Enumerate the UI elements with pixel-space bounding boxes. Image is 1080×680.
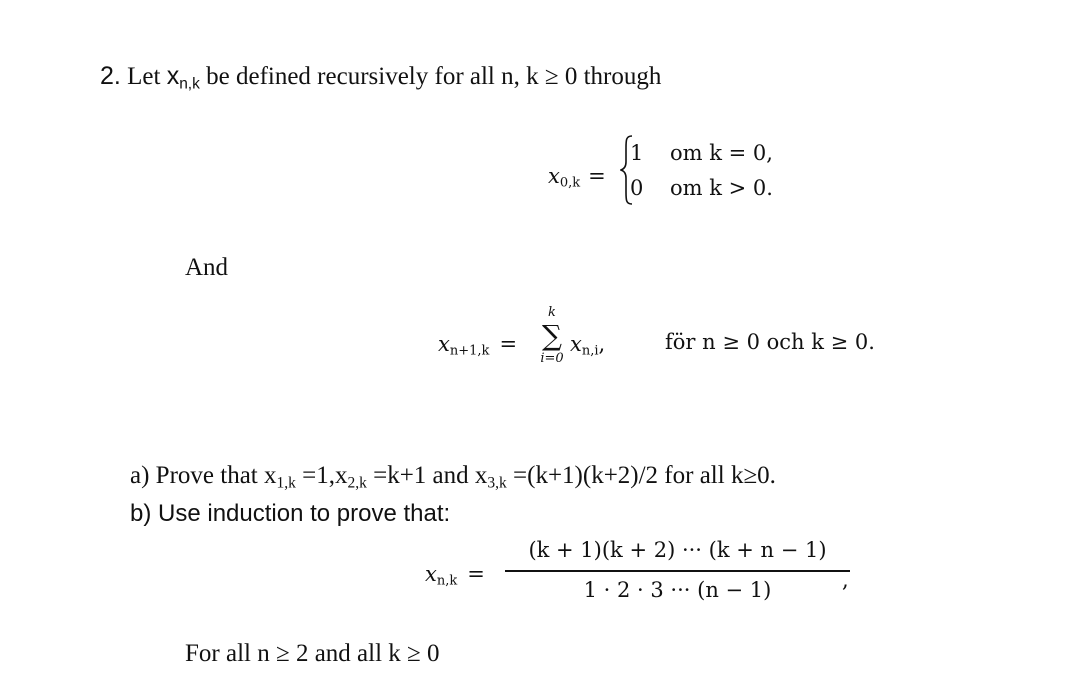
formula-subscript: n,k — [436, 573, 458, 589]
footer-condition: For all n ≥ 2 and all k ≥ 0 — [185, 640, 440, 667]
problem-intro-after: be defined recursively for all n, k ≥ 0 through — [206, 63, 662, 90]
recurrence-term-subscript: n,i — [581, 343, 599, 359]
fraction-denominator: 1 · 2 · 3 ··· (n − 1) — [583, 578, 772, 602]
recurrence-term — [570, 332, 605, 359]
case-1-condition: om k = 0, — [670, 141, 773, 165]
problem-variable — [166, 62, 200, 93]
formula-trailing-comma: , — [842, 568, 849, 592]
formula-var: x — [425, 562, 437, 586]
recurrence-var: x — [438, 332, 450, 356]
base-case-var: x — [548, 164, 560, 188]
summation — [535, 306, 569, 366]
part-a-text-2: =k+1 and — [366, 462, 475, 489]
base-case-subscript: 0,k — [559, 175, 581, 191]
formula-lhs — [425, 562, 485, 589]
case-2-value: 0 — [630, 176, 644, 200]
summation-lower-limit: i=0 — [540, 351, 564, 366]
base-case-equals: = — [588, 164, 606, 188]
fraction-numerator: (k + 1)(k + 2) ··· (k + n − 1) — [528, 538, 827, 562]
case-2-condition: om k > 0. — [670, 176, 773, 200]
part-a-x1-subscript: 1,k — [276, 474, 296, 492]
problem-intro-before: Let — [127, 63, 161, 90]
part-a-prefix: a) Prove that — [130, 462, 264, 489]
case-1-value: 1 — [630, 141, 644, 165]
part-a-x2: x — [334, 462, 348, 489]
part-a-text-3: =(k+1)(k+2)/2 for all k≥0. — [506, 462, 776, 489]
recurrence-condition: för n ≥ 0 och k ≥ 0. — [665, 330, 875, 354]
summation-upper-limit: k — [548, 305, 556, 320]
part-a-x1: x — [263, 462, 277, 489]
part-a-x2-subscript: 2,k — [347, 474, 367, 492]
problem-number: 2. — [100, 62, 121, 90]
part-a-statement — [130, 462, 776, 492]
problem-var-subscript: n,k — [179, 75, 200, 93]
recurrence-equals: = — [499, 332, 518, 356]
formula-equals: = — [467, 562, 485, 586]
base-case-lhs — [548, 164, 606, 191]
recurrence-subscript: n+1,k — [449, 343, 490, 359]
problem-heading — [100, 62, 661, 93]
recurrence-term-var: x — [570, 332, 582, 356]
problem-var-symbol: x — [166, 62, 180, 90]
recurrence-lhs — [438, 332, 517, 359]
part-b-statement: b) Use induction to prove that: — [130, 500, 451, 527]
part-a-x3: x — [474, 462, 488, 489]
piecewise-case-2 — [630, 176, 773, 200]
and-label: And — [185, 254, 229, 281]
part-a-x3-subscript: 3,k — [487, 474, 507, 492]
summation-sign: ∑ — [542, 319, 562, 352]
piecewise-case-1 — [630, 141, 773, 165]
recurrence-term-comma: , — [598, 332, 606, 356]
part-a-text-1: =1, — [295, 462, 335, 489]
fraction-bar — [505, 570, 850, 572]
